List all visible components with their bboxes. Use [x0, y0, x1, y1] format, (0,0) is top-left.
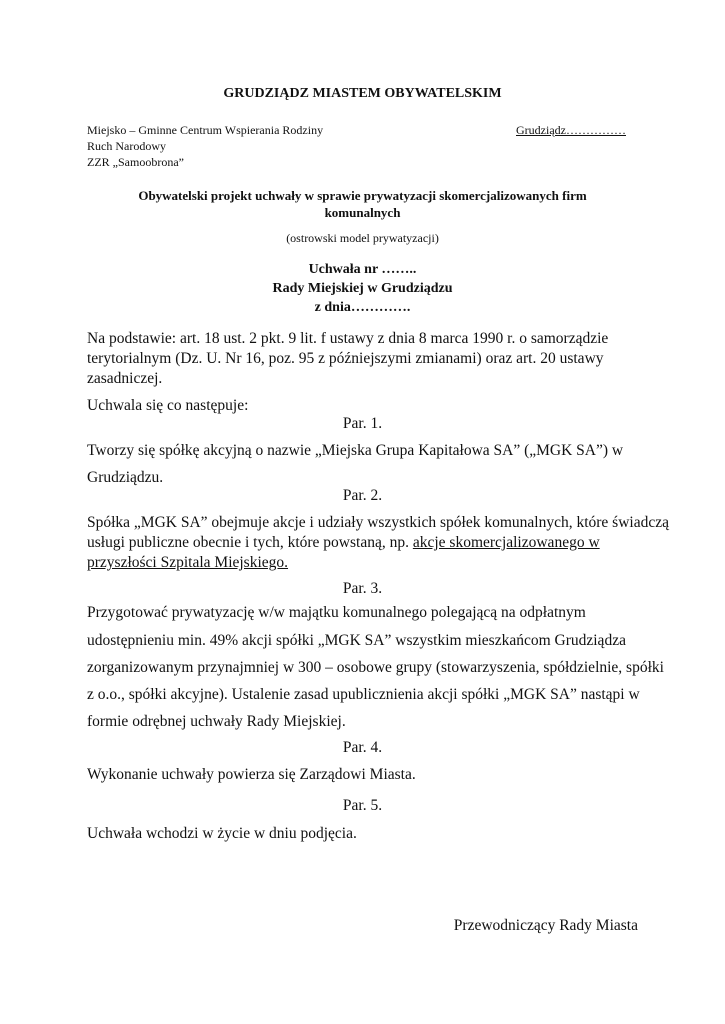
par2-label: Par. 2. — [342, 487, 383, 504]
par2-line-2-text: usługi publiczne obecnie i tych, które powstaną, np. — [87, 534, 413, 551]
par3-line-3: zorganizowanym przynajmniej w 300 – osobowe grupy (stowarzyszenia, spółdzielnie, spółki — [87, 659, 664, 676]
organization-2: Ruch Narodowy — [87, 139, 166, 153]
par4-text: Wykonanie uchwały powierza się Zarządowi Miasta. — [87, 766, 416, 783]
par1-line-2: Grudziądzu. — [87, 469, 164, 486]
place-date: Grudziądz…………… — [516, 123, 626, 137]
resolution-number: Uchwała nr …….. — [308, 262, 417, 277]
basis-line-1: Na podstawie: art. 18 ust. 2 pkt. 9 lit. f ustawy z dnia 8 marca 1990 r. o samorządzie — [87, 330, 609, 347]
par5-text: Uchwała wchodzi w życie w dniu podjęcia. — [87, 825, 357, 842]
basis-line-2: terytorialnym (Dz. U. Nr 16, poz. 95 z późniejszymi zmianami) oraz art. 20 ustawy — [87, 350, 604, 367]
par3-label: Par. 3. — [342, 580, 383, 597]
organization-1: Miejsko – Gminne Centrum Wspierania Rodziny — [87, 123, 324, 137]
par3-line-2: udostępnieniu min. 49% akcji spółki „MGK SA” wszystkim mieszkańcom Grudziądza — [87, 632, 626, 649]
par2-line-1: Spółka „MGK SA” obejmuje akcje i udziały wszystkich spółek komunalnych, które świadczą — [87, 514, 669, 531]
par3-line-4: z o.o., spółki akcyjne). Ustalenie zasad upublicznienia akcji spółki „MGK SA” nastąpi w — [87, 686, 640, 703]
par2-line-2 — [87, 534, 600, 552]
signature-label: Przewodniczący Rady Miasta — [453, 917, 638, 934]
basis-line-3: zasadniczej. — [87, 370, 163, 387]
par4-label: Par. 4. — [342, 739, 383, 756]
par1-line-1: Tworzy się spółkę akcyjną o nazwie „Miejska Grupa Kapitałowa SA” („MGK SA”) w — [87, 442, 624, 459]
intro-text: Uchwala się co następuje: — [87, 397, 249, 414]
par2-line-2-underlined: akcje skomercjalizowanego w — [412, 534, 600, 551]
project-subtitle: (ostrowski model prywatyzacji) — [286, 231, 439, 245]
resolution-council: Rady Miejskiej w Grudziądzu — [272, 281, 453, 296]
par2-line-3-underlined: przyszłości Szpitala Miejskiego. — [87, 554, 289, 571]
document-title: GRUDZIĄDZ MIASTEM OBYWATELSKIM — [223, 86, 502, 101]
project-title-line2: komunalnych — [324, 205, 401, 220]
par5-label: Par. 5. — [342, 797, 383, 814]
par3-line-5: formie odrębnej uchwały Rady Miejskiej. — [87, 713, 346, 730]
par1-label: Par. 1. — [342, 415, 383, 432]
organization-3: ZZR „Samoobrona” — [87, 155, 184, 169]
par3-line-1: Przygotować prywatyzację w/w majątku komunalnego polegającą na odpłatnym — [87, 604, 586, 621]
project-title-line1: Obywatelski projekt uchwały w sprawie prywatyzacji skomercjalizowanych firm — [138, 188, 587, 203]
resolution-date: z dnia…………. — [314, 300, 411, 315]
